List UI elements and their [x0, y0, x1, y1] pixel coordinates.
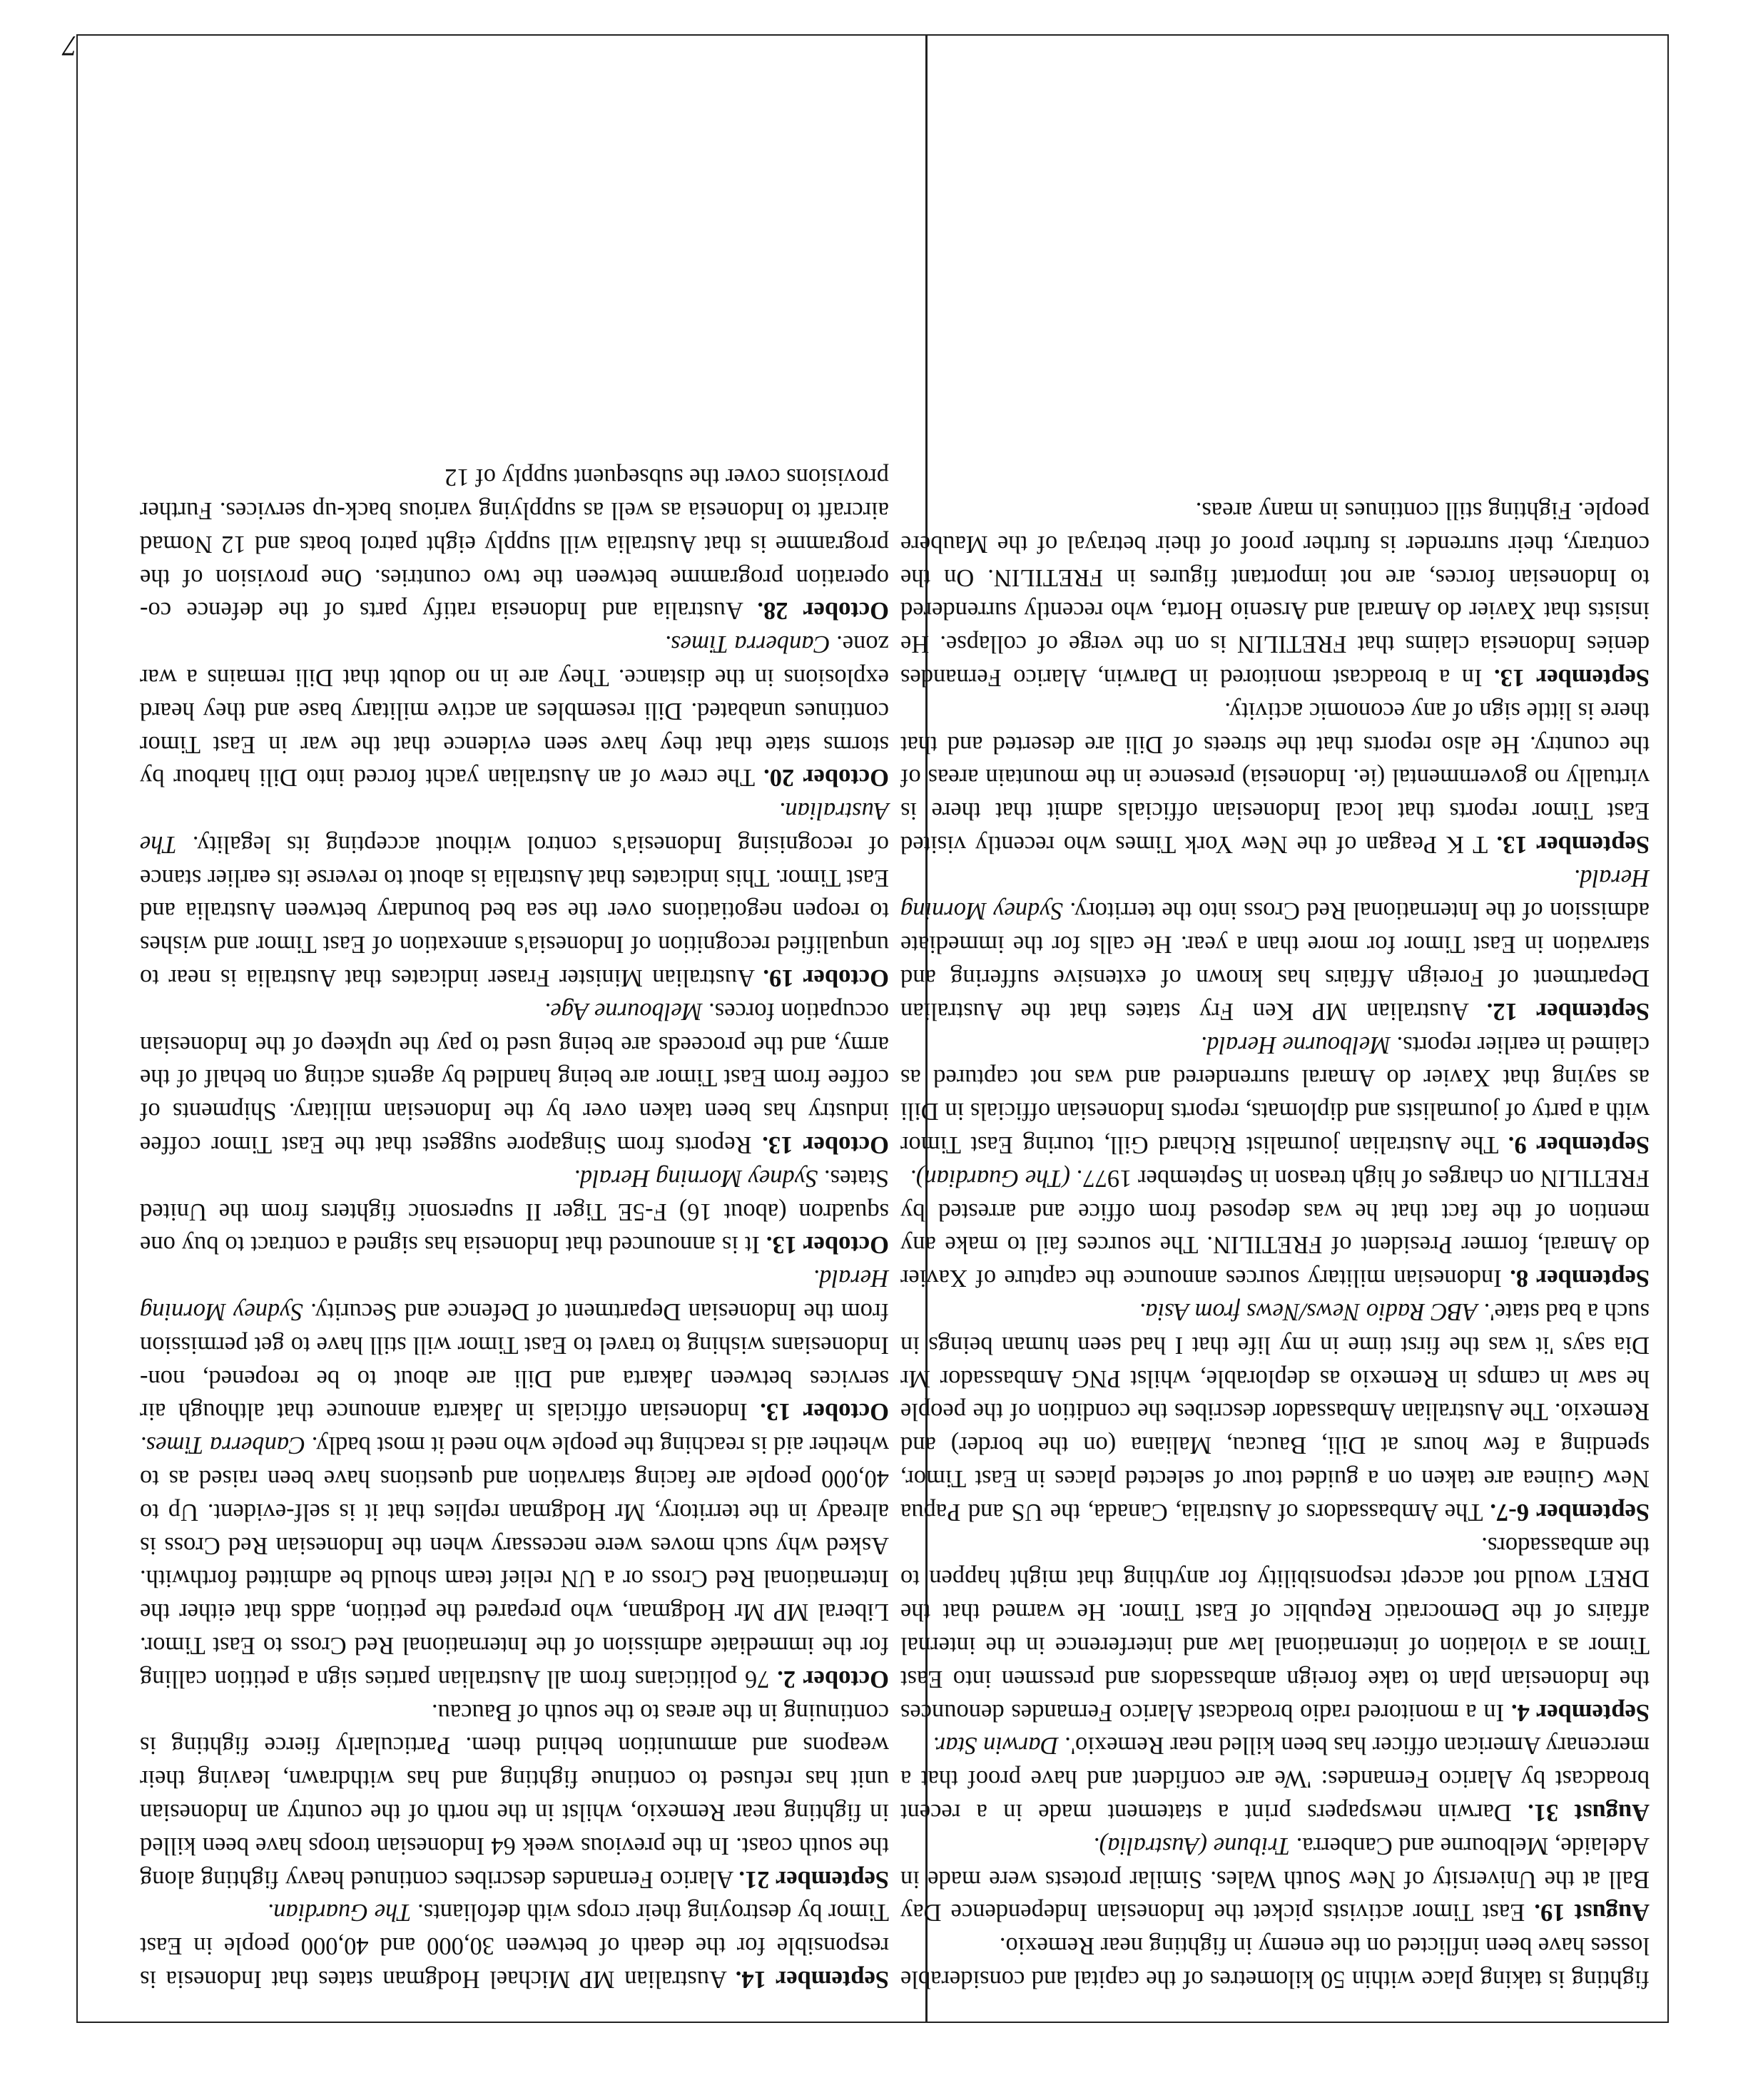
chronology-entry: [900, 1929, 1650, 1996]
chronology-entry: [140, 1428, 889, 1695]
entry-text: The Australian journalist Richard Gill, touring East Timor with a party of journalists and diplomats, reports Indonesian officials in Dili as saying that Xavier do Amaral surrendered and was not captured as claimed in earlier reports.: [900, 1031, 1650, 1159]
entry-text: Indonesian officials in Jakarta announce that although air services between Jakarta and Dili are about to be reopened, non-Indonesians wishing to travel to East Timor will still have to get permission from the Indonesian Department of Defence and Security.: [139, 1298, 889, 1426]
chronology-entry: [900, 1161, 1650, 1295]
entry-source: Sydney Morning Herald.: [900, 864, 1650, 925]
entry-source: The Guardian.: [267, 1899, 412, 1927]
chronology-entry: [900, 1729, 1650, 1829]
chronology-entry: [140, 1896, 889, 1996]
entry-source: Darwin Star.: [933, 1732, 1059, 1760]
entry-source: The Australian.: [139, 797, 889, 858]
chronology-entry: [140, 794, 889, 994]
chronology-entry: [900, 1829, 1650, 1929]
entry-text: Australia and Indonesia ratify parts of the defence co-operation programme between the two countries. One provision of the programme is that Australia will supply eight patrol boats and 12 Nomad aircraft to Indonesia as well as supplying various back-up services. Further provisions cover the subsequent supply of 12: [140, 464, 889, 625]
entry-text: T K Peagan of the New York Times who recently visited East Timor reports that local Indonesian officials admit that there is virtually no governmental (ie. Indonesia) presence in the mountain areas of the country. He also reports that the streets of Dili are deserted and that there is little sign of any economic activity.: [900, 697, 1650, 858]
entry-text: The crew of an Australian yacht forced into Dili harbour by storms state that they have seen evidence that the war in East Timor continues unabated. Dili resembles an active military base and they heard explosions in the distance. They are in no doubt that Dili remains a war zone.: [140, 631, 889, 792]
entry-date: October 20.: [763, 764, 889, 792]
chronology-entry: [900, 1529, 1650, 1729]
entry-date: September 14.: [735, 1966, 889, 1993]
entry-date: August 19.: [1534, 1899, 1650, 1927]
entry-date: October 13.: [766, 1231, 889, 1259]
entry-date: October 19.: [763, 964, 889, 992]
entry-source: Sydney Morning Herald.: [574, 1164, 818, 1192]
entry-source: (The Guardian).: [910, 1164, 1071, 1192]
entry-date: October 2.: [777, 1665, 889, 1693]
entry-text: fighting is taking place within 50 kilometres of the capital and considerable losses have been inflicted on the enemy in fighting near Remexio.: [900, 1932, 1650, 1993]
entry-date: October 13.: [762, 1131, 889, 1159]
entry-text: In a monitored radio broadcast Alarico Fernandes denounces the Indonesian plan to take foreign ambassadors and pressmen into East Timor as a violation of international law and interference in the internal affairs of the Democratic Republic of East Timor. He warned that the DRET would not accept responsibility for anything that might happen to the ambassadors.: [900, 1531, 1650, 1726]
entry-date: September 4.: [1510, 1698, 1650, 1726]
entry-date: September 9.: [1508, 1131, 1650, 1159]
entry-text: Australian Minister Fraser indicates that Australia is near to unqualified recognition of Indonesia's annexation of East Timor and wishes to reopen negotiations over the sea bed boundary between Australia and East Timor. This indicates that Australia is about to reverse its earlier stance of recognising Indonesia's control without accepting its legality.: [140, 830, 889, 992]
entry-source: Melbourne Herald.: [1200, 1031, 1391, 1059]
entry-source: Canberra Times.: [664, 631, 830, 658]
entry-source: Canberra Times.: [140, 1432, 306, 1459]
entry-source: Melbourne Age.: [544, 997, 703, 1025]
entry-date: October 13.: [760, 1398, 889, 1426]
entry-source: Sydney Morning Herald.: [140, 1265, 889, 1326]
entry-date: September 8.: [1510, 1265, 1650, 1293]
entry-date: September 12.: [1486, 997, 1650, 1025]
entry-text: 76 politicians from all Australian parties sign a petition calling for the immediate admission of the International Red Cross to East Timor. Liberal MP Mr Hodgman, who prepared the petition, adds that either the International Red Cross or a UN relief team should be admitted forthwith. Asked why such moves were necessary when the Indonesian Red Cross is already in the territory, Mr Hodgman replies that it is self-evident. Up to 40,000 people are facing starvation and questions have been raised as to whether aid is reaching the people who need it most badly.: [140, 1432, 889, 1693]
entry-text: Reports from Singapore suggest that the East Timor coffee industry has been taken over by the Indonesian military. Shipments of coffee from East Timor are being handled by agents acting on behalf of the army, and the proceeds are being used to pay the upkeep of the Indonesian occupation forces.: [139, 997, 889, 1159]
entry-text: It is announced that Indonesia has signed a contract to buy one squadron (about 16) F-5E Tiger II supersonic fighters from the United States.: [140, 1164, 889, 1259]
entry-text: The Ambassadors of Australia, Canada, the US and Papua New Guinea are taken on a guided tour of selected places in East Timor, spending a few hours at Dili, Baucau, Maliana (on the border) and Remexio. The Australian Ambassador describes the condition of the people he saw in camps in Remexio as deplorable, whilst PNG Ambassador Mr Dia says 'it was the first time in my life that I had seen human beings in such a bad state'.: [900, 1298, 1650, 1526]
chronology-entry: [900, 1295, 1650, 1529]
entry-date: August 31.: [1528, 1799, 1650, 1827]
chronology-entry: [900, 694, 1650, 861]
entry-text: Australian MP Michael Hodgman states that Indonesia is responsible for the death of between 30,000 and 40,000 people in East Timor by destroying their crops with defoliants.: [140, 1899, 889, 1993]
chronology-entry: [140, 1261, 889, 1428]
entry-text: Alarico Fernandes describes continued heavy fighting along the south coast. In the previous week 64 Indonesian troops have been killed in fighting near Remexio, whilst in the north of the country an Indonesian unit has refused to continue fighting and has withdrawn, leaving their weapons and ammunition behind them. Particularly fierce fighting is continuing in the areas to the south of Baucau.: [140, 1698, 889, 1893]
entry-date: October 28.: [757, 597, 889, 625]
right-column: [140, 460, 889, 1996]
entry-text: Darwin newspapers print a statement made in a recent broadcast by Alarico Fernandes: 'We are confident and have proof that a mercenary American officer has been killed near Remexio'.: [900, 1732, 1650, 1827]
entry-text: In a broadcast monitored in Darwin, Alarico Fernandes denies Indonesia claims that FRETILIN is on the verge of collapse. He insists that Xavier do Amaral and Arsenio Horta, who recently surrendered to Indonesian forces, are not important figures in FRETILIN. On the contrary, their surrender is further proof of their betrayal of the Maubere people. Fighting still continues in many areas.: [900, 496, 1650, 691]
entry-text: Australian MP Ken Fry states that the Australian Department of Foreign Affairs has known of extensive suffering and starvation in East Timor for more than a year. He calls for the immediate admission of the International Red Cross into the territory.: [900, 897, 1650, 1025]
chronology-entry: [140, 1161, 889, 1261]
left-column: [900, 494, 1650, 1996]
entry-date: September 13.: [1496, 830, 1650, 858]
chronology-entry: [900, 1028, 1650, 1161]
entry-date: September 6-7.: [1490, 1498, 1650, 1526]
chronology-entry: [140, 627, 889, 794]
chronology-entry: [140, 460, 889, 627]
chronology-entry: [140, 994, 889, 1161]
entry-text: Indonesian military sources announce the capture of Xavier do Amaral, former President of FRETILIN. The sources fail to make any mention of the fact that he was deposed from office and arrested by FRETILIN on charges of high treason in September 1977.: [900, 1164, 1650, 1293]
chronology-entry: [900, 861, 1650, 1028]
entry-source: Tribune (Australia).: [1093, 1832, 1291, 1860]
entry-date: September 21.: [738, 1865, 889, 1893]
chronology-entry: [900, 494, 1650, 694]
entry-text: East Timor activists picket the Indonesian Independence Day Ball at the University of New South Wales. Similar protests were made in Adelaide, Melbourne and Canberra.: [900, 1832, 1650, 1927]
entry-source: ABC Radio News/News from Asia.: [1139, 1298, 1478, 1326]
chronology-entry: [140, 1696, 889, 1896]
page-number: 7: [63, 30, 77, 62]
entry-date: September 13.: [1493, 663, 1650, 691]
